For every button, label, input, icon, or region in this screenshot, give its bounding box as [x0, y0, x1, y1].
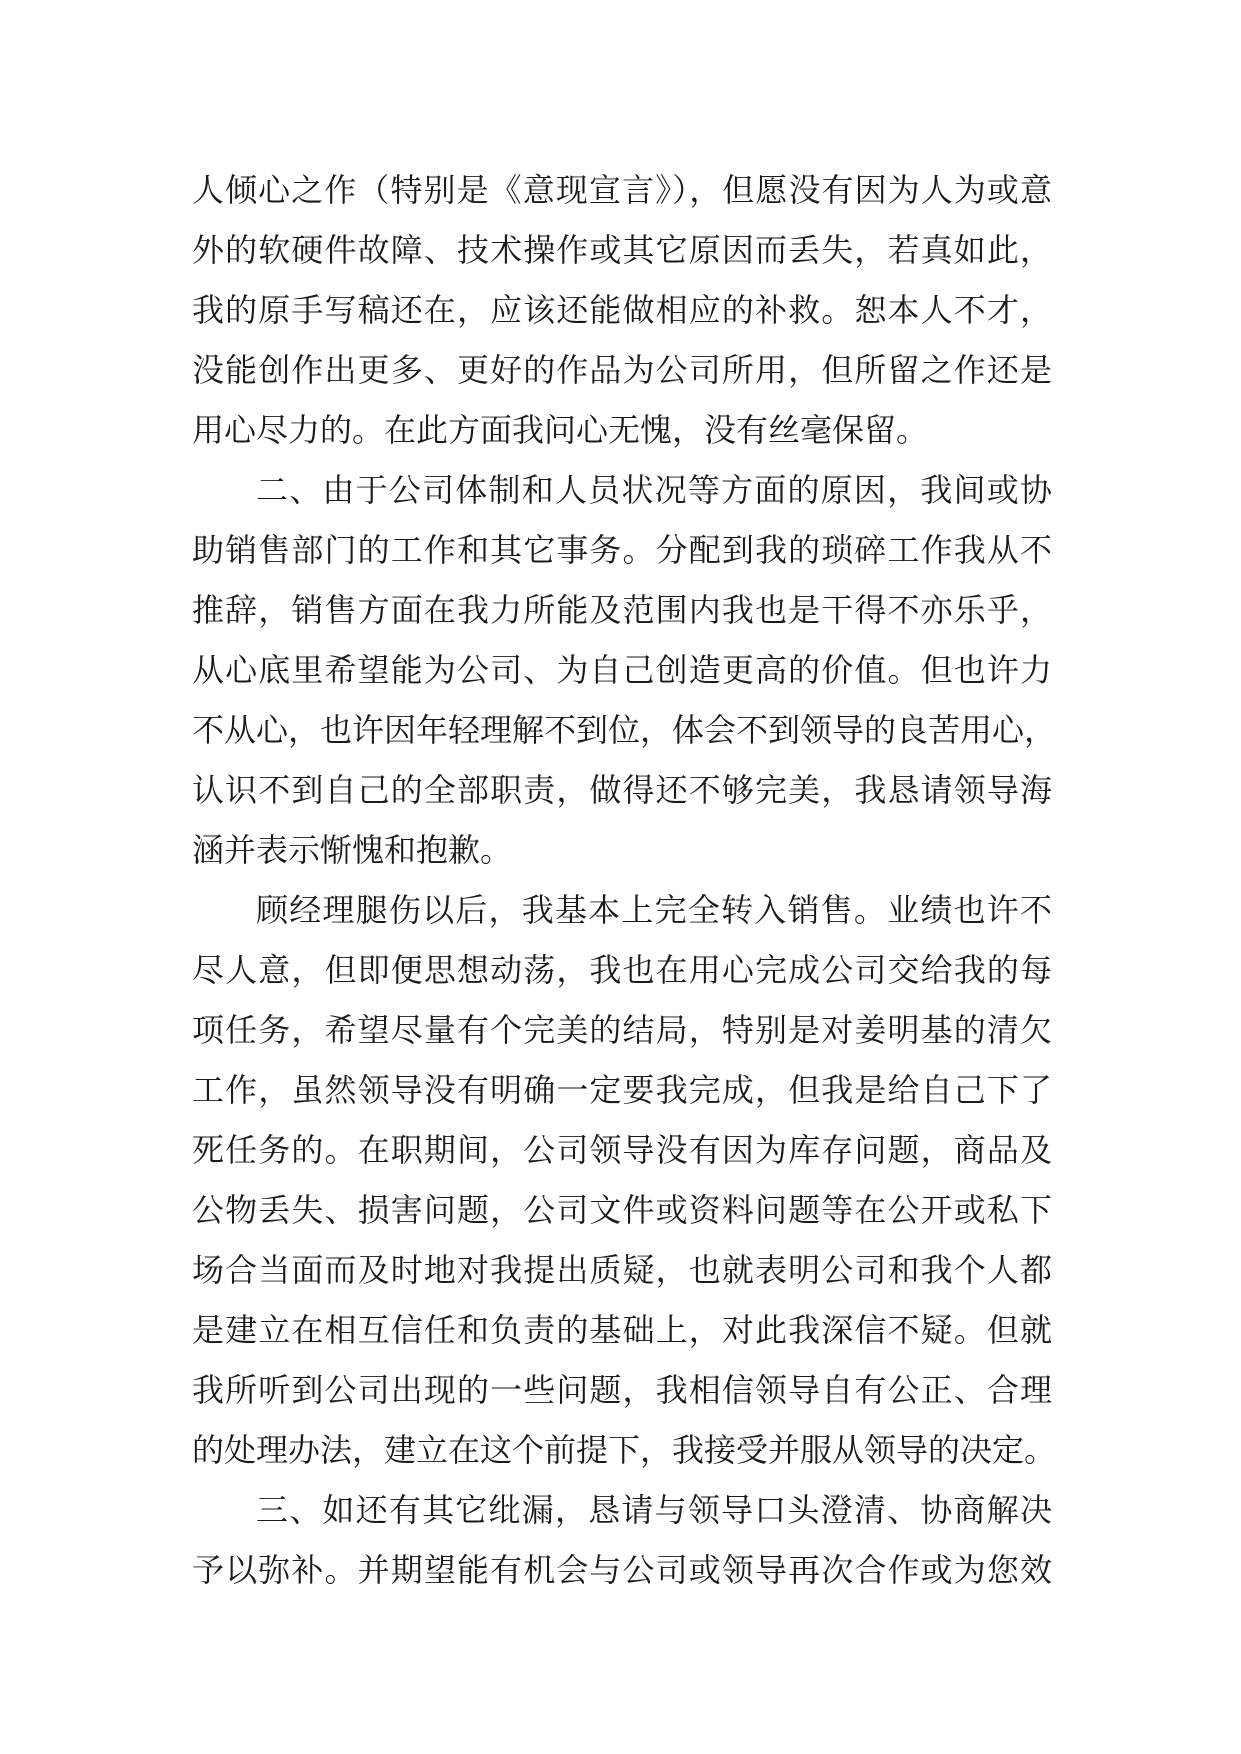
- text-line: 顾经理腿伤以后，我基本上完全转入销售。业绩也许不: [256, 891, 1052, 929]
- text-line: 工作，虽然领导没有明确一定要我完成，但我是给自己下了: [192, 1071, 1052, 1109]
- text-line: 涵并表示惭愧和抱歉。: [192, 831, 513, 869]
- text-line: 予以弥补。并期望能有机会与公司或领导再次合作或为您效: [192, 1551, 1052, 1589]
- text-line: 外的软硬件故障、技术操作或其它原因而丢失，若真如此，: [192, 231, 1052, 269]
- text-line: 认识不到自己的全部职责，做得还不够完美，我恳请领导海: [192, 771, 1052, 809]
- text-line: 项任务，希望尽量有个完美的结局，特别是对姜明基的清欠: [192, 1011, 1052, 1049]
- text-line: 场合当面而及时地对我提出质疑，也就表明公司和我个人都: [192, 1251, 1052, 1289]
- document-body: [192, 160, 1057, 1600]
- text-line: 的处理办法，建立在这个前提下，我接受并服从领导的决定。: [192, 1431, 1057, 1469]
- text-line: 人倾心之作（特别是《意现宣言》），但愿没有因为人为或意: [192, 171, 1052, 209]
- text-line: 二、由于公司体制和人员状况等方面的原因，我间或协: [256, 471, 1052, 509]
- text-line: 从心底里希望能为公司、为自己创造更高的价值。但也许力: [192, 651, 1052, 689]
- text-line: 三、如还有其它纰漏，恳请与领导口头澄清、协商解决: [256, 1491, 1052, 1529]
- text-line: 不从心，也许因年轻理解不到位，体会不到领导的良苦用心，: [192, 711, 1057, 749]
- text-line: 是建立在相互信任和负责的基础上，对此我深信不疑。但就: [192, 1311, 1052, 1349]
- text-line: 我的原手写稿还在，应该还能做相应的补救。恕本人不才，: [192, 291, 1052, 329]
- text-line: 公物丢失、损害问题，公司文件或资料问题等在公开或私下: [192, 1191, 1052, 1229]
- text-line: 没能创作出更多、更好的作品为公司所用，但所留之作还是: [192, 351, 1052, 389]
- text-line: 推辞，销售方面在我力所能及范围内我也是干得不亦乐乎，: [192, 591, 1052, 629]
- text-line: 助销售部门的工作和其它事务。分配到我的琐碎工作我从不: [192, 531, 1052, 569]
- text-line: 尽人意，但即便思想动荡，我也在用心完成公司交给我的每: [192, 951, 1052, 989]
- text-line: 死任务的。在职期间，公司领导没有因为库存问题，商品及: [192, 1131, 1052, 1169]
- text-line: 我所听到公司出现的一些问题，我相信领导自有公正、合理: [192, 1371, 1052, 1409]
- text-line: 用心尽力的。在此方面我问心无愧，没有丝毫保留。: [192, 411, 929, 449]
